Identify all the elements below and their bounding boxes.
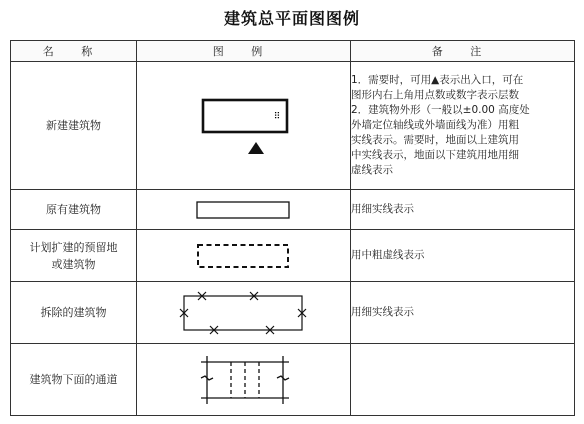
floor-count-marker: ⠿ [273,111,280,122]
row-note [351,344,575,416]
note-line: 虚线表示 [351,164,393,176]
dashed-outline [198,245,288,267]
passage-under-building-symbol-icon [189,352,299,408]
row-legend [137,62,351,190]
row-legend [137,282,351,344]
note-line: 实线表示。需要时，地面以上建筑用 [351,134,519,146]
passage-lines [201,356,289,404]
row-name: 拆除的建筑物 [11,282,137,344]
note-line: 中实线表示，地面以下建筑用地用细 [351,149,519,161]
row-legend [137,344,351,416]
entrance-triangle-icon [248,142,264,154]
table-row [11,62,575,190]
header-row [11,41,575,62]
header-note: 备 注 [351,41,575,62]
row-name: 新建建筑物 [11,62,137,190]
row-note: 用中粗虚线表示 [351,230,575,282]
cross-marks [180,292,306,334]
page-title: 建筑总平面图图例 [223,9,360,28]
new-building-symbol-icon [179,94,309,158]
existing-building-symbol-icon [194,199,294,221]
row-note: 用细实线表示 [351,282,575,344]
table-row [11,190,575,230]
row-name [11,230,137,282]
table-row [11,344,575,416]
row-legend [137,230,351,282]
row-name-line: 计划扩建的预留地 [29,240,118,254]
row-note: 用细实线表示 [351,190,575,230]
building-outline [184,296,302,330]
table-row [11,230,575,282]
note-line: 图形内右上角用点数或数字表示层数 [351,89,519,101]
row-legend [137,190,351,230]
note-line: 1．需要时，可用▲表示出入口，可在 [351,74,524,86]
row-name: 原有建筑物 [11,190,137,230]
table-row [11,282,575,344]
header-name: 名 称 [11,41,137,62]
header-legend: 图 例 [137,41,351,62]
row-name: 建筑物下面的通道 [11,344,137,416]
note-line: 外墙定位轴线或外墙面线为准）用粗 [351,119,519,131]
row-note [351,62,575,190]
demolished-building-symbol-icon [174,288,314,338]
planned-expansion-symbol-icon [194,241,294,271]
building-outline [197,202,289,218]
note-line: 2．建筑物外形（一般以±0.00 高度处 [351,104,530,116]
legend-table [10,40,575,416]
row-name-line: 或建筑物 [51,257,96,271]
